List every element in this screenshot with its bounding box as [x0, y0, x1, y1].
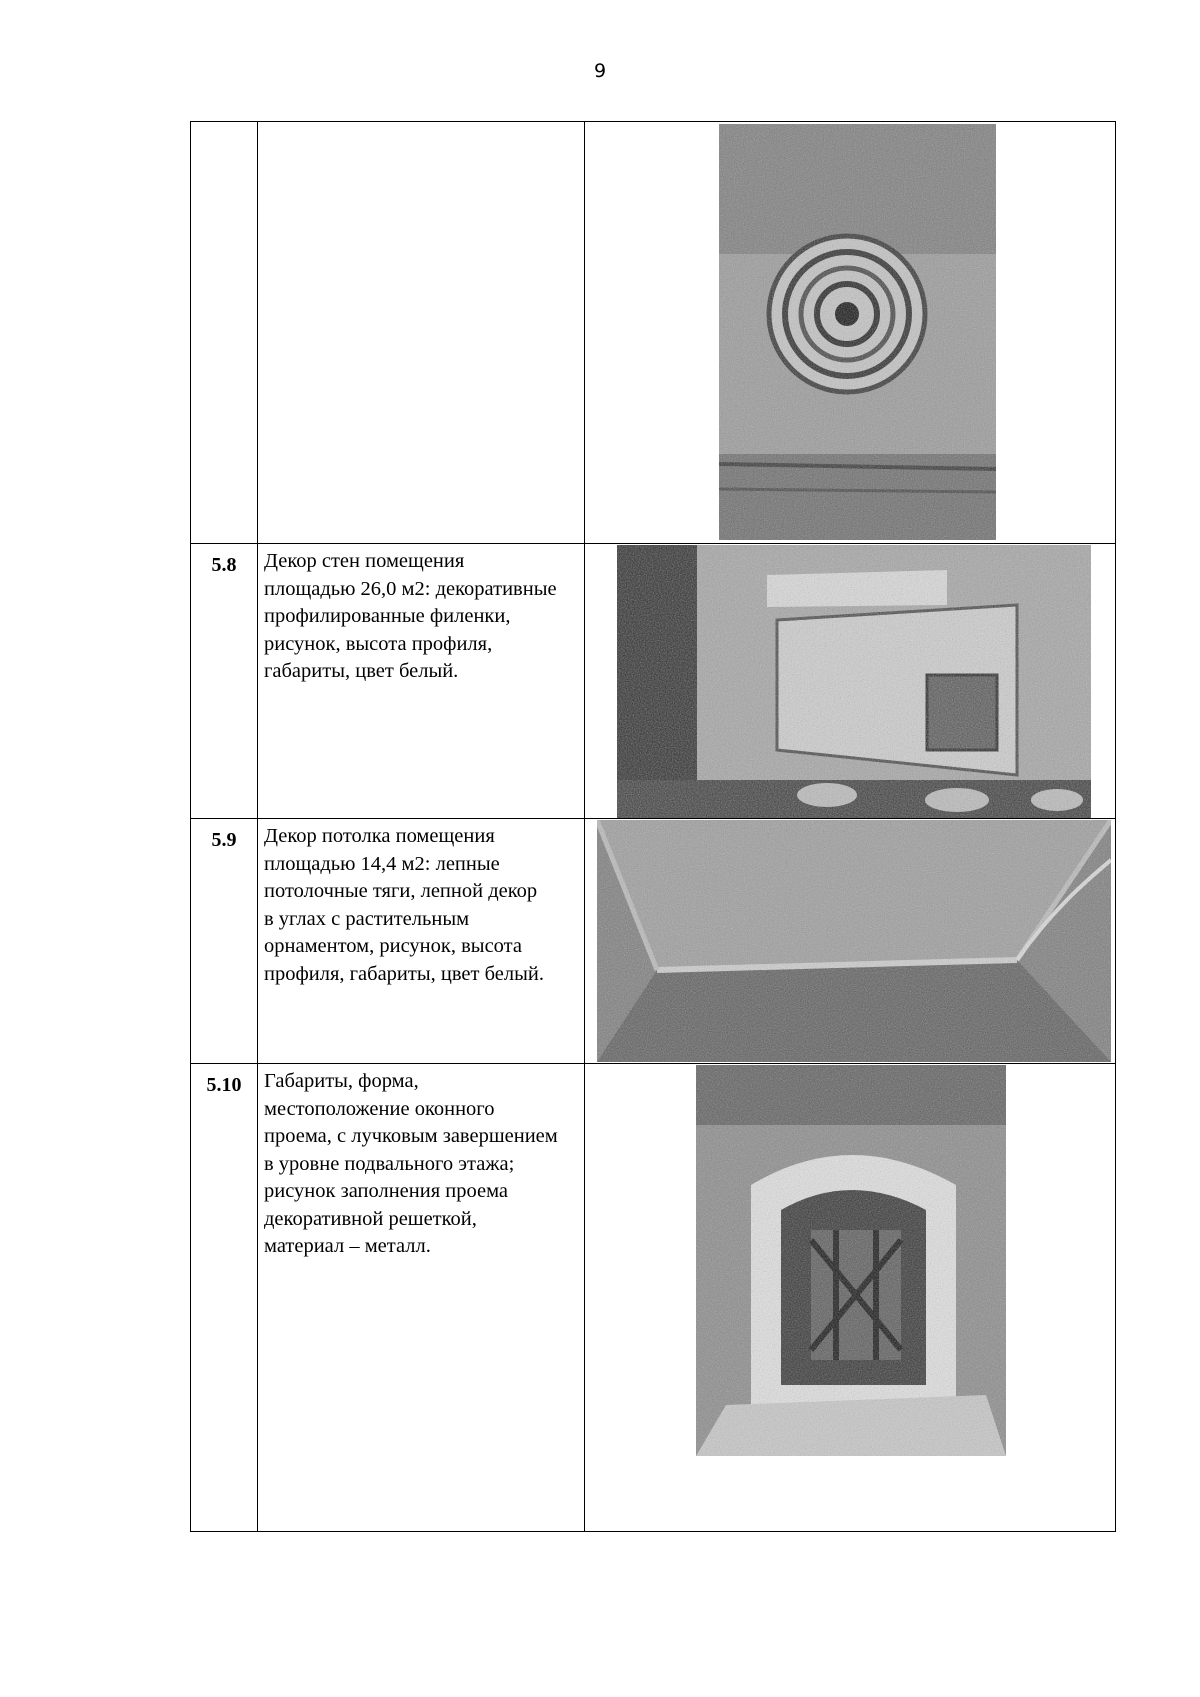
page-number: 9	[593, 60, 607, 82]
table-row	[191, 122, 1115, 543]
wall-panels-photo	[617, 545, 1091, 818]
table-row	[191, 1063, 1115, 1531]
specification-table	[190, 121, 1116, 1532]
row-number: 5.10	[206, 1074, 242, 1096]
table-row	[191, 818, 1115, 1063]
row-number: 5.9	[211, 829, 237, 851]
ceiling-rosette-photo	[719, 124, 996, 540]
row-number: 5.8	[211, 554, 237, 576]
window-grille-photo	[696, 1065, 1006, 1456]
ceiling-molding-photo	[597, 820, 1111, 1062]
row-description: Декор потолка помещения площадью 14,4 м2: лепные потолочные тяги, лепной декор в углах с растительным орнаментом, рисунок, высота профиля, габариты, цвет белый.	[264, 825, 544, 985]
table-row	[191, 543, 1115, 818]
row-description: Габариты, форма, местоположение оконного проема, с лучковым завершением в уровне подвального этажа; рисунок заполнения проема декоративной решеткой, материал – металл.	[264, 1070, 558, 1257]
row-description: Декор стен помещения площадью 26,0 м2: декоративные профилированные филенки, рисунок, высота профиля, габариты, цвет белый.	[264, 550, 557, 682]
